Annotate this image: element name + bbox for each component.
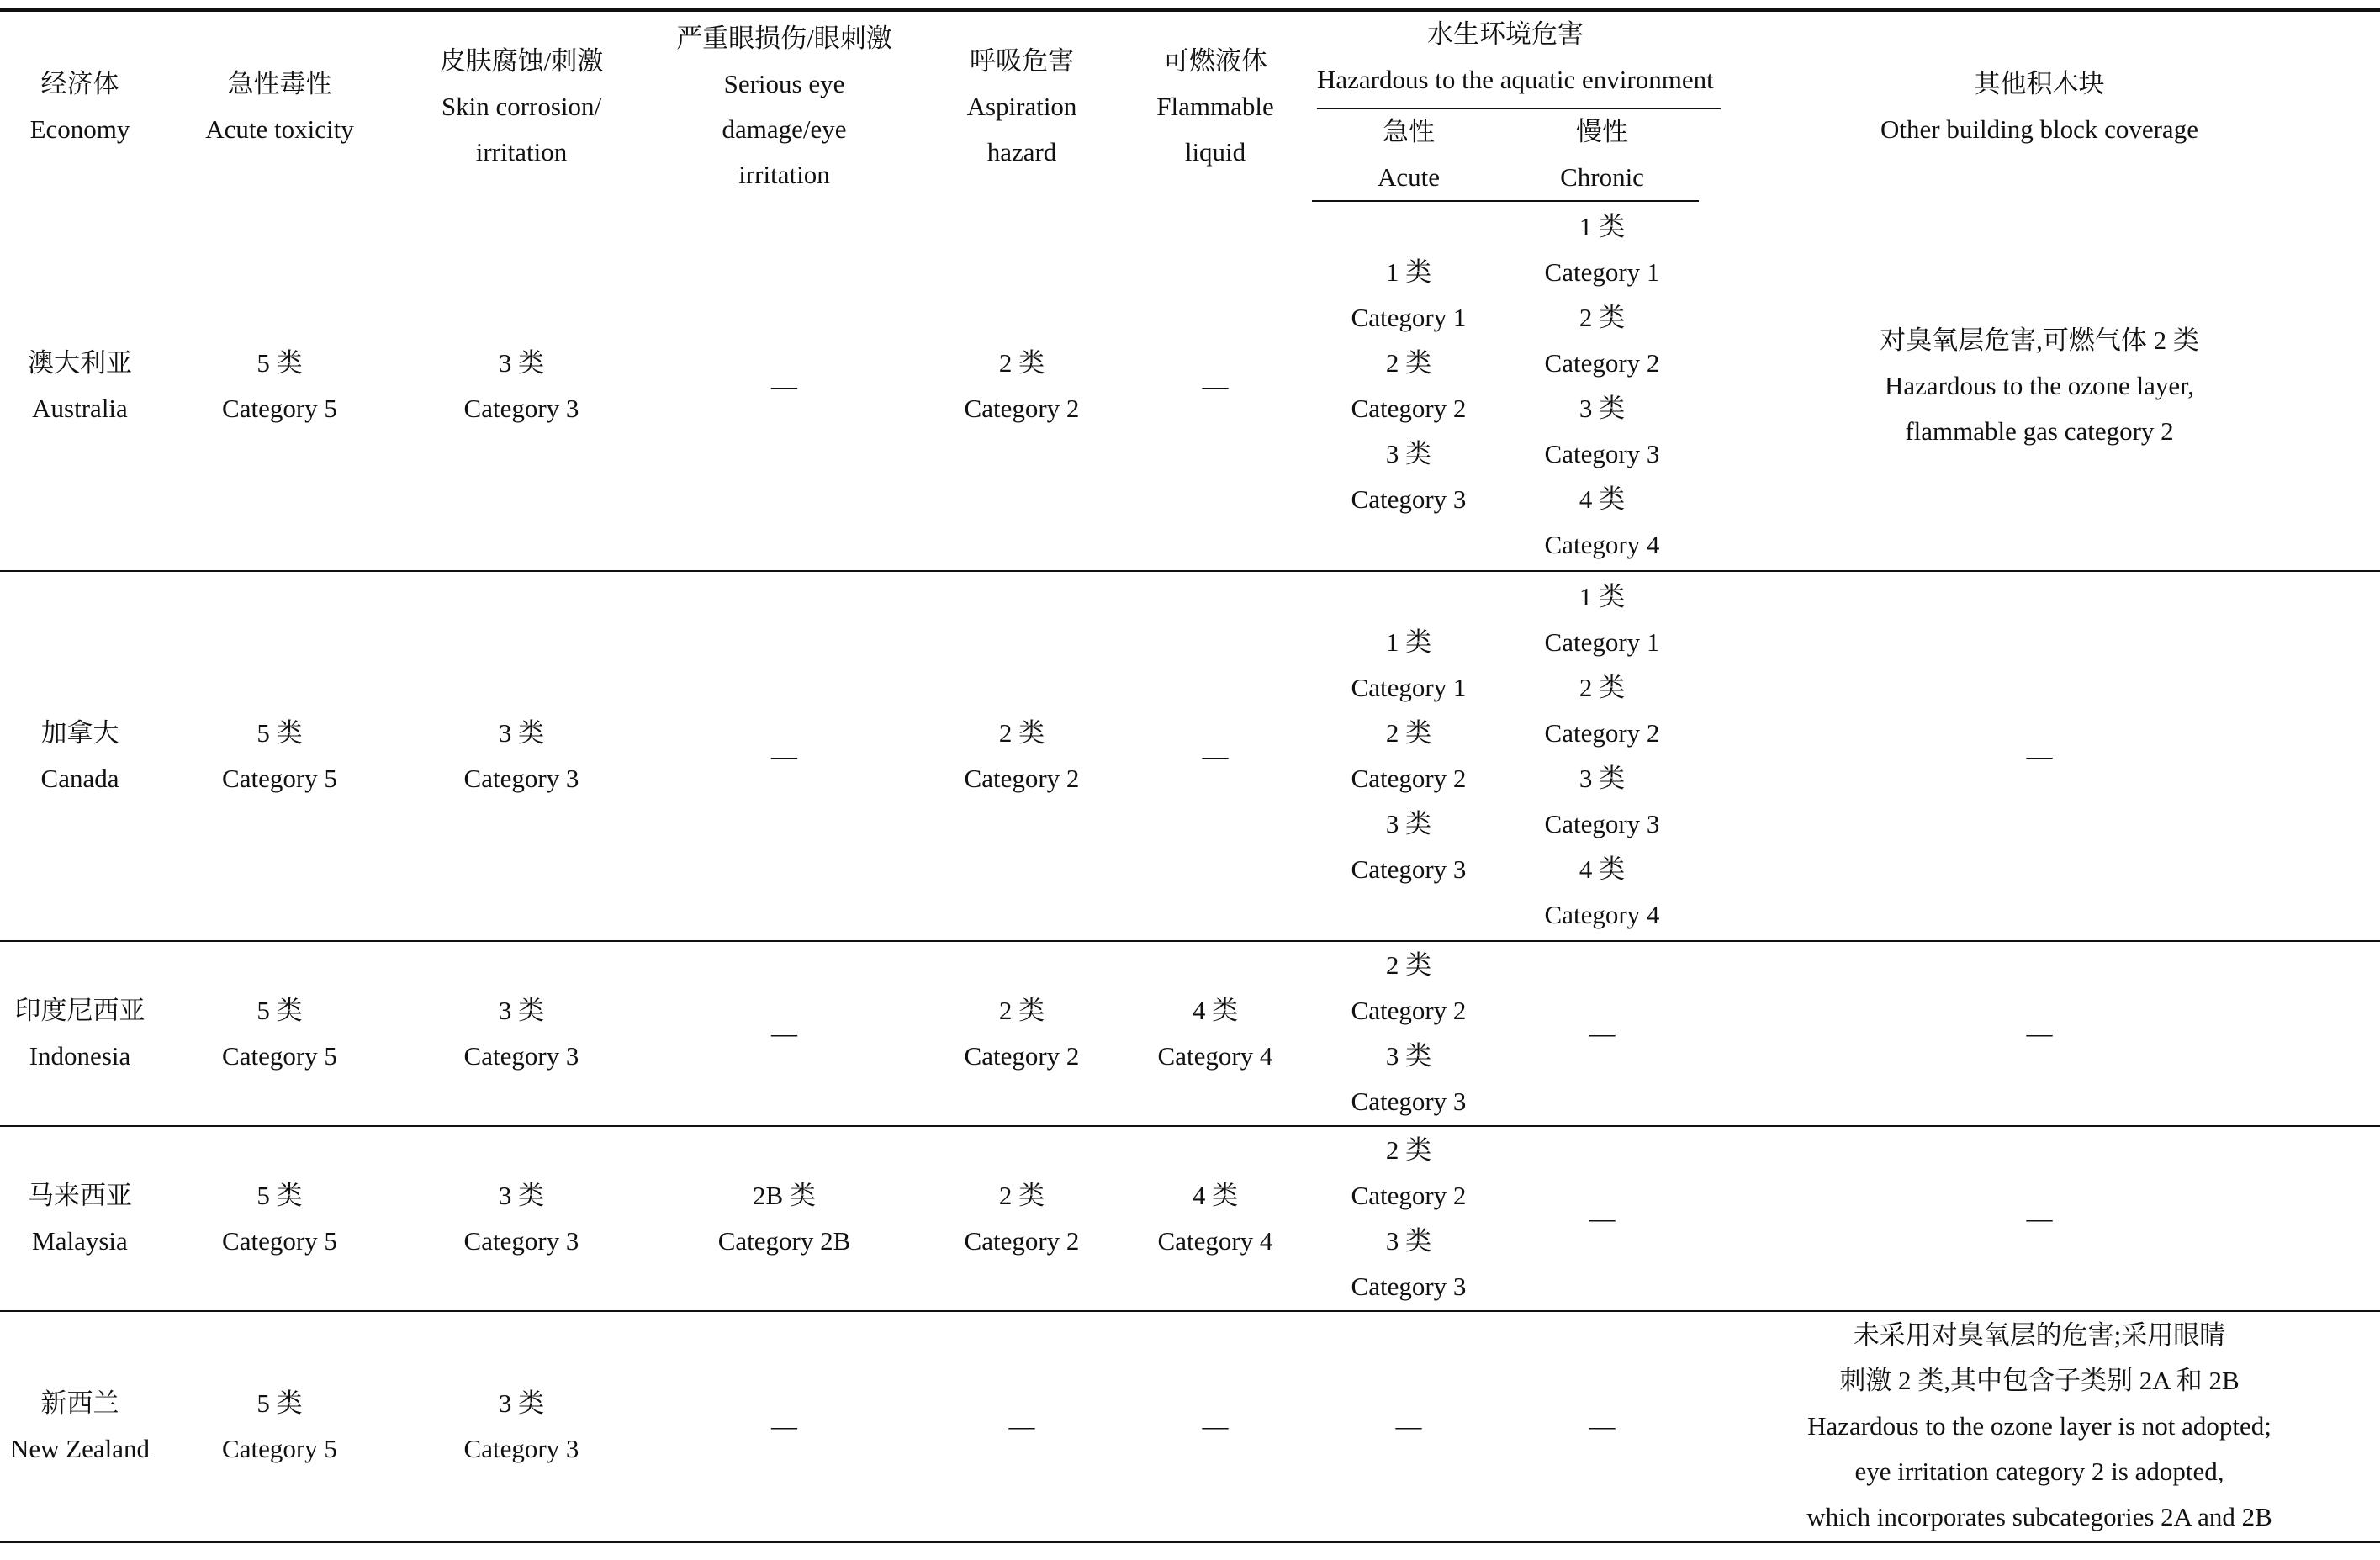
- cell-acute-toxicity: 5 类 Category 5: [160, 201, 399, 571]
- header-aquatic-acute: 急性 Acute: [1312, 109, 1505, 201]
- cell-eye-damage: 2B 类 Category 2B: [643, 1126, 925, 1311]
- cell-other-coverage: —: [1699, 941, 2380, 1126]
- table-row: [0, 941, 2380, 1126]
- cell-economy: 澳大利亚 Australia: [0, 201, 160, 571]
- table-row: [0, 1311, 2380, 1542]
- cell-aquatic-chronic: —: [1505, 941, 1699, 1126]
- cell-other-coverage: —: [1699, 1126, 2380, 1311]
- cell-aspiration-hazard: 2 类 Category 2: [925, 571, 1119, 941]
- cell-eye-damage: —: [643, 941, 925, 1126]
- header-flammable-liquid: 可燃液体 Flammable liquid: [1119, 10, 1312, 201]
- cell-skin-corrosion: 3 类 Category 3: [399, 1311, 643, 1542]
- cell-flammable-liquid: 4 类 Category 4: [1119, 941, 1312, 1126]
- ghs-building-block-table: [0, 8, 2380, 1543]
- cell-acute-toxicity: 5 类 Category 5: [160, 1311, 399, 1542]
- header-aquatic-environment: 水生环境危害 Hazardous to the aquatic environment: [1312, 10, 1699, 109]
- cell-aspiration-hazard: 2 类 Category 2: [925, 1126, 1119, 1311]
- cell-aquatic-chronic: —: [1505, 1126, 1699, 1311]
- cell-eye-damage: —: [643, 201, 925, 571]
- cell-aquatic-acute: —: [1312, 1311, 1505, 1542]
- cell-aquatic-acute: 1 类 Category 1 2 类 Category 2 3 类 Category 3: [1312, 571, 1505, 941]
- header-aspiration-hazard: 呼吸危害 Aspiration hazard: [925, 10, 1119, 201]
- cell-other-coverage: 对臭氧层危害,可燃气体 2 类 Hazardous to the ozone layer, flammable gas category 2: [1699, 201, 2380, 571]
- cell-flammable-liquid: —: [1119, 201, 1312, 571]
- cell-acute-toxicity: 5 类 Category 5: [160, 941, 399, 1126]
- cell-aquatic-chronic: 1 类 Category 1 2 类 Category 2 3 类 Category 3 4 类 Category 4: [1505, 571, 1699, 941]
- cell-aquatic-acute: 2 类 Category 2 3 类 Category 3: [1312, 941, 1505, 1126]
- cell-acute-toxicity: 5 类 Category 5: [160, 1126, 399, 1311]
- cell-flammable-liquid: —: [1119, 1311, 1312, 1542]
- cell-skin-corrosion: 3 类 Category 3: [399, 201, 643, 571]
- cell-economy: 新西兰 New Zealand: [0, 1311, 160, 1542]
- cell-aquatic-acute: 2 类 Category 2 3 类 Category 3: [1312, 1126, 1505, 1311]
- cell-aquatic-chronic: —: [1505, 1311, 1699, 1542]
- cell-aspiration-hazard: 2 类 Category 2: [925, 941, 1119, 1126]
- table-row: [0, 1126, 2380, 1311]
- table-row: [0, 571, 2380, 941]
- cell-flammable-liquid: —: [1119, 571, 1312, 941]
- cell-aquatic-acute: 1 类 Category 1 2 类 Category 2 3 类 Category 3: [1312, 201, 1505, 571]
- cell-skin-corrosion: 3 类 Category 3: [399, 941, 643, 1126]
- cell-other-coverage: 未采用对臭氧层的危害;采用眼睛 刺激 2 类,其中包含子类别 2A 和 2B Hazardous to the ozone layer is not adopted; eye irritation category 2 is adopted, which incorporates subcategories 2A and 2B: [1699, 1311, 2380, 1542]
- cell-aspiration-hazard: 2 类 Category 2: [925, 201, 1119, 571]
- cell-eye-damage: —: [643, 1311, 925, 1542]
- cell-flammable-liquid: 4 类 Category 4: [1119, 1126, 1312, 1311]
- header-economy: 经济体 Economy: [0, 10, 160, 201]
- header-eye-damage: 严重眼损伤/眼刺激 Serious eye damage/eye irritation: [643, 10, 925, 201]
- cell-eye-damage: —: [643, 571, 925, 941]
- cell-economy: 马来西亚 Malaysia: [0, 1126, 160, 1311]
- cell-skin-corrosion: 3 类 Category 3: [399, 1126, 643, 1311]
- cell-aquatic-chronic: 1 类 Category 1 2 类 Category 2 3 类 Category 3 4 类 Category 4: [1505, 201, 1699, 571]
- header-acute-toxicity: 急性毒性 Acute toxicity: [160, 10, 399, 201]
- header-skin-corrosion: 皮肤腐蚀/刺激 Skin corrosion/ irritation: [399, 10, 643, 201]
- cell-other-coverage: —: [1699, 571, 2380, 941]
- table-row: [0, 201, 2380, 571]
- cell-acute-toxicity: 5 类 Category 5: [160, 571, 399, 941]
- table-header: [0, 10, 2380, 201]
- cell-economy: 印度尼西亚 Indonesia: [0, 941, 160, 1126]
- header-aquatic-chronic: 慢性 Chronic: [1505, 109, 1699, 201]
- cell-aspiration-hazard: —: [925, 1311, 1119, 1542]
- header-other-building-blocks: 其他积木块 Other building block coverage: [1699, 10, 2380, 201]
- cell-skin-corrosion: 3 类 Category 3: [399, 571, 643, 941]
- cell-economy: 加拿大 Canada: [0, 571, 160, 941]
- table-body: [0, 201, 2380, 1542]
